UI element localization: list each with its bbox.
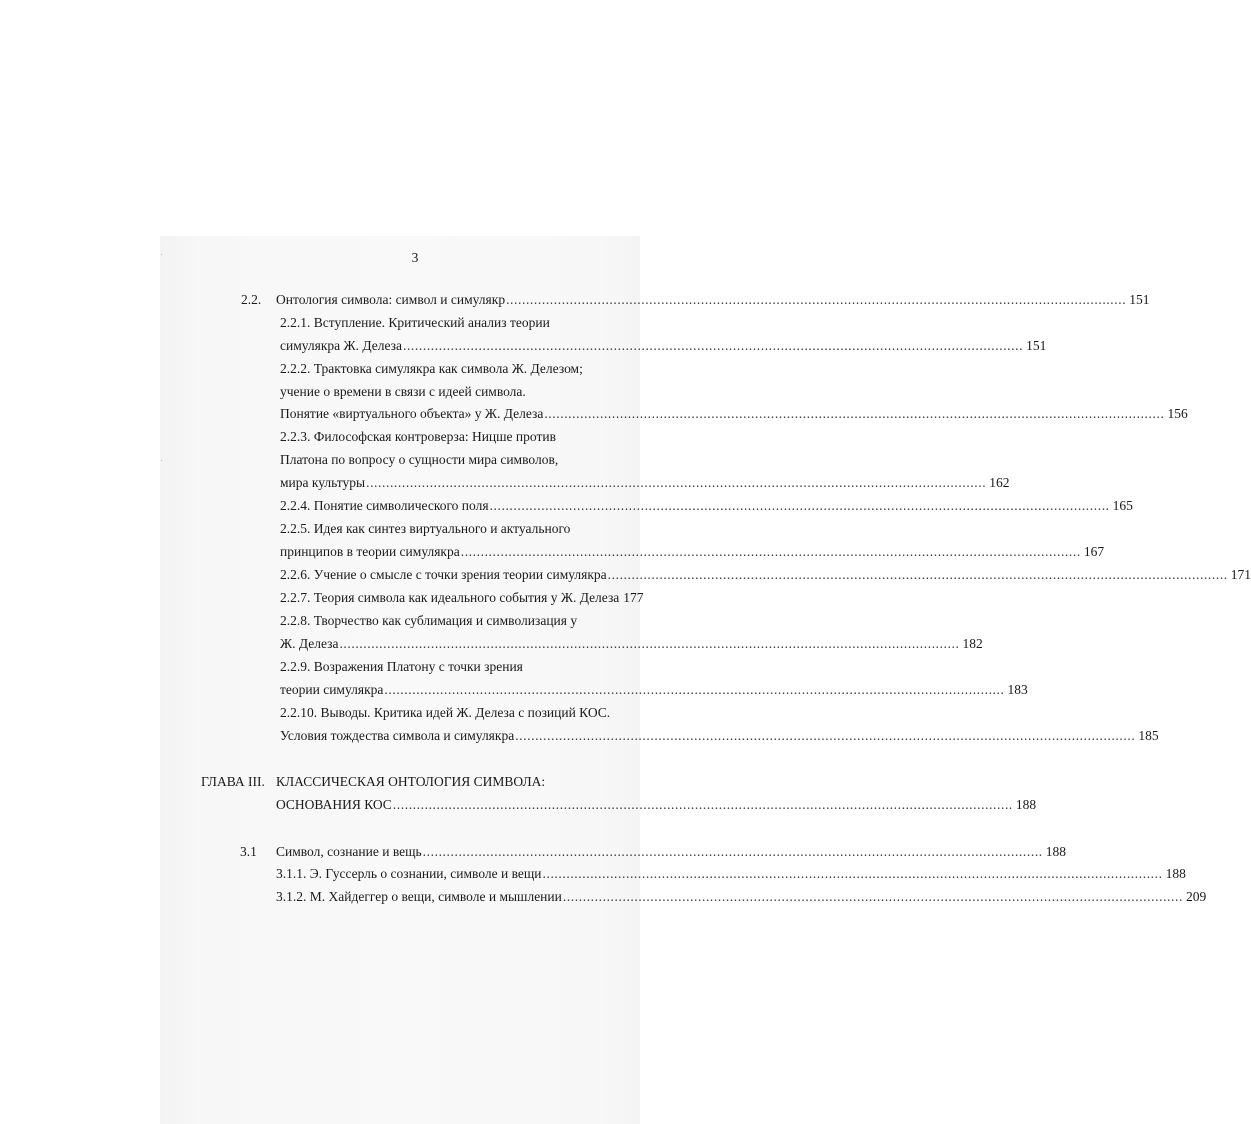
toc-entry-title: симулякра Ж. Делеза	[280, 338, 402, 353]
toc-page-number: 188	[1015, 797, 1037, 812]
toc-page-number: 182	[962, 636, 983, 651]
dot-leader: ............................................................................................................................................................	[460, 544, 1081, 559]
toc-entry[interactable]	[280, 337, 1047, 355]
dot-leader: ............................................................................................................................................................	[339, 636, 960, 651]
toc-entry[interactable]	[280, 727, 1159, 745]
toc-entry-title: 2.2.8. Творчество как сублимация и символизация у	[280, 613, 578, 628]
toc-page-number: 162	[989, 475, 1010, 490]
dot-leader: ............................................................................................................................................................	[422, 844, 1043, 859]
toc-chapter[interactable]	[276, 796, 1037, 814]
toc-chapter-title: ОСНОВАНИЯ КОС	[276, 797, 392, 812]
toc-entry-title: 3.1.2. М. Хайдеггер о вещи, символе и мышлении	[276, 889, 562, 904]
toc-entry-title: учение о времени в связи с идеей символа.	[280, 384, 526, 399]
toc-entry-line[interactable]	[280, 612, 638, 630]
toc-page-number: 151	[1026, 338, 1047, 353]
toc-page-number: 156	[1167, 406, 1188, 421]
section-number: 2.2.	[241, 292, 262, 307]
toc-entry-title: Онтология символа: символ и симулякр	[276, 292, 506, 307]
toc-page-number: 171	[1230, 567, 1251, 582]
toc-chapter-line[interactable]	[276, 773, 638, 791]
toc-entry[interactable]	[280, 497, 1133, 515]
toc-page-number: 188	[1045, 844, 1067, 859]
toc-entry-title: принципов в теории симулякра	[280, 544, 460, 559]
dot-leader: ............................................................................................................................................................	[384, 682, 1005, 697]
chapter-number: ГЛАВА III.	[201, 774, 265, 789]
toc-entry[interactable]	[276, 865, 1186, 883]
toc-entry[interactable]	[280, 635, 983, 653]
toc-entry-title: теории симулякра	[280, 682, 384, 697]
toc-entry-title: 3.1.1. Э. Гуссерль о сознании, символе и вещи	[276, 866, 542, 881]
page-number: 3	[411, 250, 419, 265]
toc-page-number: 151	[1129, 292, 1150, 307]
toc-page-number: 165	[1112, 498, 1133, 513]
toc-entry-title: 2.2.6. Учение о смысле с точки зрения теории симулякра	[280, 567, 607, 582]
toc-entry-line[interactable]	[280, 704, 638, 722]
toc-entry-line[interactable]	[280, 520, 638, 538]
toc-entry-line[interactable]	[280, 658, 638, 676]
toc-page-number: 185	[1138, 728, 1159, 743]
toc-entry-title: Символ, сознание и вещь	[276, 844, 422, 859]
dot-leader: ............................................................................................................................................................	[607, 567, 1228, 582]
toc-entry-title: мира культуры	[280, 475, 366, 490]
dot-leader: ............................................................................................................................................................	[544, 406, 1165, 421]
dot-leader: ............................................................................................................................................................	[489, 498, 1110, 513]
toc-entry-title: Понятие «виртуального объекта» у Ж. Делеза	[280, 406, 544, 421]
toc-entry[interactable]	[276, 888, 1207, 906]
toc-page-number: 177	[623, 590, 644, 605]
toc-entry-title: 2.2.9. Возражения Платону с точки зрения	[280, 659, 523, 674]
toc-entry-line[interactable]	[280, 383, 638, 401]
dot-leader: ............................................................................................................................................................	[515, 728, 1136, 743]
scan-speck	[161, 254, 162, 255]
dot-leader: ............................................................................................................................................................	[562, 889, 1183, 904]
toc-page-number: 167	[1083, 544, 1105, 559]
toc-entry-title: 2.2.5. Идея как синтез виртуального и актуального	[280, 521, 571, 536]
toc-entry-title: 2.2.7. Теория символа как идеального события у Ж. Делеза	[280, 590, 620, 605]
toc-entry-title: Ж. Делеза	[280, 636, 339, 651]
dot-leader: ............................................................................................................................................................	[392, 797, 1013, 812]
toc-entry-title: 2.2.4. Понятие символического поля	[280, 498, 489, 513]
dot-leader: ............................................................................................................................................................	[542, 866, 1163, 881]
toc-page-number: 183	[1007, 682, 1028, 697]
section-number: 3.1	[240, 844, 257, 859]
toc-chapter-title: КЛАССИЧЕСКАЯ ОНТОЛОГИЯ СИМВОЛА:	[276, 774, 546, 789]
toc-entry-line[interactable]	[280, 428, 638, 446]
toc-entry[interactable]	[276, 843, 1067, 861]
toc-entry-title: 2.2.10. Выводы. Критика идей Ж. Делеза с позиций КОС.	[280, 705, 611, 720]
toc-entry-title: Платона по вопросу о сущности мира символов,	[280, 452, 559, 467]
toc-entry[interactable]	[276, 291, 1150, 309]
toc-entry-title: 2.2.1. Вступление. Критический анализ теории	[280, 315, 550, 330]
toc-entry-title: 2.2.2. Трактовка симулякра как символа Ж. Делезом;	[280, 361, 583, 376]
dot-leader: ............................................................................................................................................................	[402, 338, 1024, 353]
toc-entry-line[interactable]	[280, 451, 638, 469]
toc-entry[interactable]	[280, 543, 1105, 561]
scan-speck	[161, 460, 162, 461]
toc-entry[interactable]	[280, 405, 1188, 423]
toc-page-number: 188	[1165, 866, 1186, 881]
toc-entry[interactable]	[280, 681, 1028, 699]
toc-entry-title: Условия тождества символа и симулякра	[280, 728, 515, 743]
toc-entry-line[interactable]	[280, 314, 638, 332]
toc-entry[interactable]	[280, 589, 644, 607]
toc-entry[interactable]	[280, 566, 1251, 584]
toc-entry-line[interactable]	[280, 360, 638, 378]
dot-leader: ............................................................................................................................................................	[366, 475, 987, 490]
dot-leader: ............................................................................................................................................................	[506, 292, 1127, 307]
toc-page-number: 209	[1185, 889, 1207, 904]
toc-entry[interactable]	[280, 474, 1010, 492]
toc-entry-title: 2.2.3. Философская контроверза: Ницше против	[280, 429, 556, 444]
